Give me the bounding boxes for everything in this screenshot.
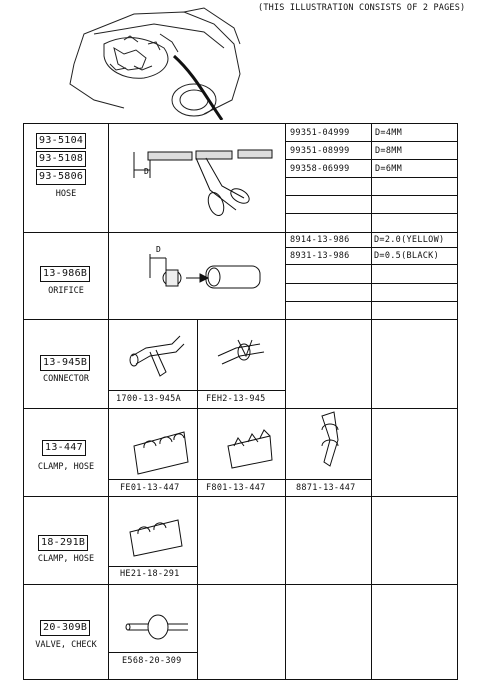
- svg-text:D: D: [156, 245, 161, 254]
- part-number: 99358-06999: [290, 164, 350, 174]
- category-label: VALVE, CHECK: [35, 640, 97, 650]
- item-number: 8871-13-447: [296, 483, 356, 493]
- item-number: E568-20-309: [122, 656, 182, 666]
- part-spec: D=6MM: [375, 164, 403, 174]
- hose-dim-label: D: [144, 167, 149, 176]
- part-number: 99351-08999: [290, 146, 350, 156]
- part-number: 8914-13-986: [290, 235, 350, 245]
- check-valve-drawing: [126, 615, 188, 639]
- category-label: CLAMP, HOSE: [37, 554, 95, 564]
- clamp-drawing-3: [322, 412, 338, 466]
- item-number: 1700-13-945A: [116, 394, 182, 404]
- item-number: FE01-13-447: [120, 483, 180, 493]
- clamp-drawing-2: [228, 430, 272, 468]
- item-number: HE21-18-291: [120, 569, 180, 579]
- part-number-box: 13-447: [42, 440, 86, 456]
- orifice-drawing: [150, 254, 260, 288]
- illustration-note: (THIS ILLUSTRATION CONSISTS OF 2 PAGES): [258, 3, 466, 13]
- item-number: F801-13-447: [206, 483, 266, 493]
- hose-drawing: [134, 150, 272, 218]
- category-label: HOSE: [55, 189, 77, 199]
- category-label: CONNECTOR: [42, 374, 90, 384]
- part-number: 99351-04999: [290, 128, 350, 138]
- part-spec: D=0.5(BLACK): [374, 251, 440, 261]
- clamp-drawing-1: [134, 432, 188, 474]
- category-label: CLAMP, HOSE: [37, 462, 95, 472]
- category-label: ORIFICE: [48, 286, 84, 296]
- part-number-box: 93-5806: [36, 169, 86, 185]
- part-number-box: 93-5108: [36, 151, 86, 167]
- item-number: FEH2-13-945: [206, 394, 266, 404]
- connector-drawing-1: [130, 336, 184, 376]
- part-spec: D=8MM: [375, 146, 403, 156]
- part-number-box: 13-986B: [40, 266, 90, 282]
- part-number-box: 20-309B: [40, 620, 90, 636]
- part-spec: D=4MM: [375, 128, 403, 138]
- part-number-box: 13-945B: [40, 355, 90, 371]
- part-spec: D=2.0(YELLOW): [374, 235, 445, 245]
- part-number-box: 93-5104: [36, 133, 86, 149]
- part-number-box: 18-291B: [38, 535, 88, 551]
- clamp-drawing-4: [130, 520, 182, 556]
- part-number: 8931-13-986: [290, 251, 350, 261]
- connector-drawing-2: [218, 340, 264, 364]
